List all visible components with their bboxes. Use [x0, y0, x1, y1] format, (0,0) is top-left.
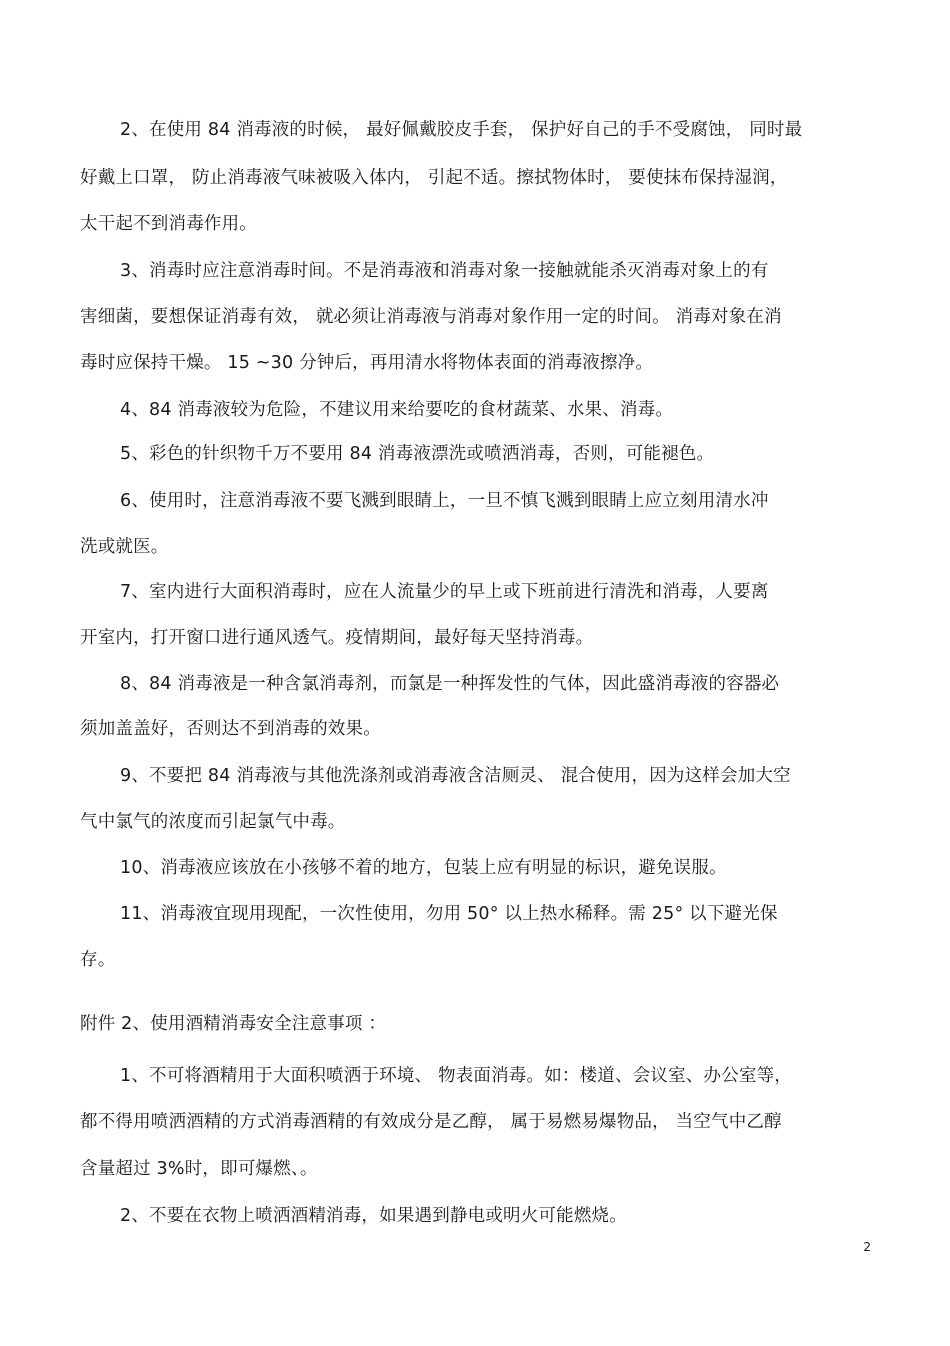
text-line: 好戴上口罩， 防止消毒液气味被吸入体内， 引起不适。擦拭物体时， 要使抹布保持湿润，	[80, 168, 788, 188]
text-line: 10、消毒液应该放在小孩够不着的地方，包装上应有明显的标识，避免误服。	[120, 858, 727, 878]
text-line: 2、不要在衣物上喷洒酒精消毒，如果遇到静电或明火可能燃烧。	[120, 1206, 627, 1226]
text-line: 害细菌，要想保证消毒有效， 就必须让消毒液与消毒对象作用一定的时间。 消毒对象在消	[80, 307, 782, 327]
text-line: 6、使用时，注意消毒液不要飞溅到眼睛上，一旦不慎飞溅到眼睛上应立刻用清水冲	[120, 491, 769, 511]
section-heading: 附件 2、使用酒精消毒安全注意事项 ：	[80, 1014, 387, 1034]
text-line: 5、彩色的针织物千万不要用 84 消毒液漂洗或喷洒消毒，否则，可能褪色。	[120, 444, 715, 464]
text-line: 3、消毒时应注意消毒时间。不是消毒液和消毒对象一接触就能杀灭消毒对象上的有	[120, 261, 769, 281]
text-line: 2、在使用 84 消毒液的时候， 最好佩戴胶皮手套， 保护好自己的手不受腐蚀， 同时最	[120, 120, 803, 140]
text-line: 都不得用喷洒酒精的方式消毒酒精的有效成分是乙醇， 属于易燃易爆物品， 当空气中乙醇	[80, 1112, 782, 1132]
text-line: 须加盖盖好，否则达不到消毒的效果。	[80, 719, 381, 739]
text-line: 7、室内进行大面积消毒时，应在人流量少的早上或下班前进行清洗和消毒，人要离	[120, 582, 769, 602]
text-line: 毒时应保持干燥。 15 ~30 分钟后，再用清水将物体表面的消毒液擦净。	[80, 353, 654, 373]
text-line: 9、不要把 84 消毒液与其他洗涤剂或消毒液含洁厕灵、 混合使用，因为这样会加大空	[120, 766, 791, 786]
text-line: 气中氯气的浓度而引起氯气中毒。	[80, 812, 346, 832]
text-line: 存。	[80, 950, 116, 970]
text-line: 4、84 消毒液较为危险，不建议用来给要吃的食材蔬菜、水果、消毒。	[120, 400, 674, 420]
text-line: 11、消毒液宜现用现配，一次性使用，勿用 50° 以上热水稀释。需 25° 以下避光保	[120, 904, 778, 924]
text-line: 1、不可将酒精用于大面积喷洒于环境、 物表面消毒。如：楼道、会议室、办公室等，	[120, 1066, 792, 1086]
text-line: 含量超过 3%时，即可爆燃、。	[80, 1159, 318, 1179]
text-line: 8、84 消毒液是一种含氯消毒剂，而氯是一种挥发性的气体，因此盛消毒液的容器必	[120, 674, 780, 694]
text-line: 太干起不到消毒作用。	[80, 214, 257, 234]
text-line: 洗或就医。	[80, 537, 169, 557]
text-line: 开室内，打开窗口进行通风透气。疫情期间，最好每天坚持消毒。	[80, 628, 594, 648]
page-number: 2	[863, 1240, 871, 1254]
